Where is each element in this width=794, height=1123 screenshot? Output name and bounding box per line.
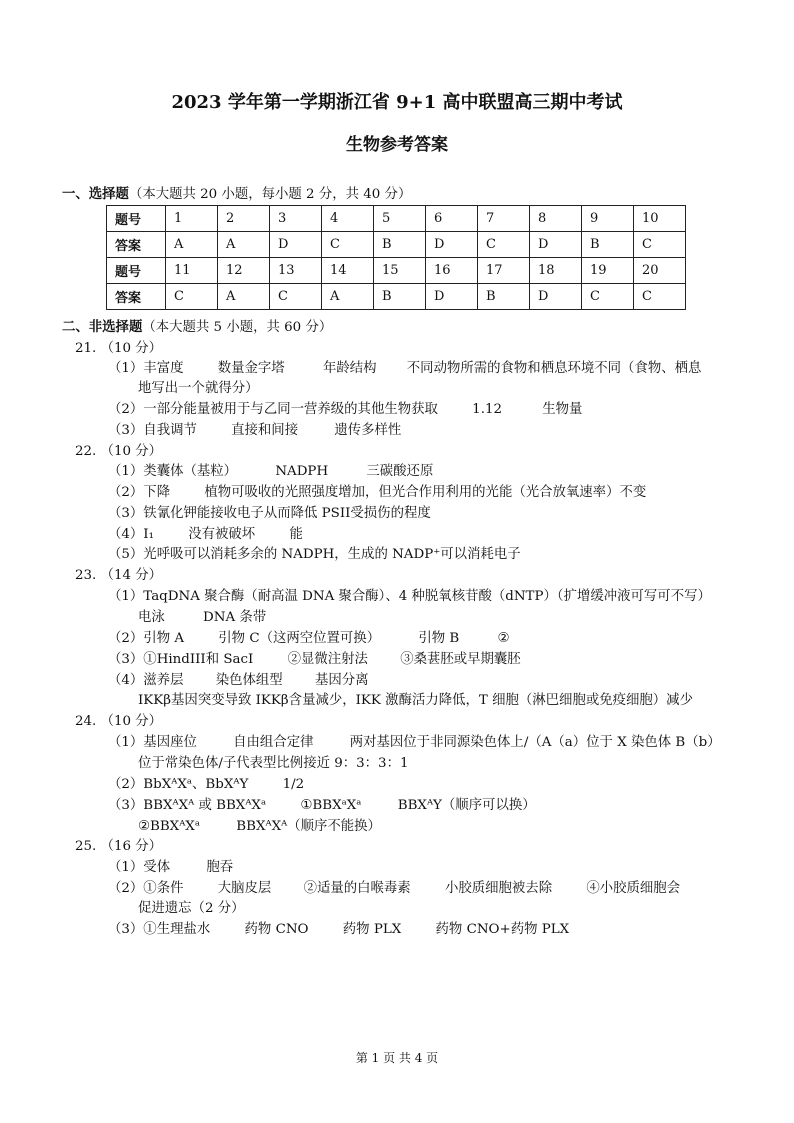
q23-p3-a2: ②显微注射法 bbox=[287, 652, 368, 667]
q23-part4 bbox=[108, 672, 369, 690]
answer-row bbox=[107, 284, 686, 310]
q23-part1: （1）TaqDNA 聚合酶（耐高温 DNA 聚合酶）、4 种脱氧核苷酸（dNTP）（扩增缓冲液可写可不写） bbox=[108, 589, 711, 604]
question-number: 3 bbox=[270, 206, 322, 232]
section2-desc: （本大题共 5 小题，共 60 分） bbox=[142, 320, 333, 335]
q25-part1 bbox=[108, 859, 233, 877]
q21-part3 bbox=[108, 422, 401, 440]
q22-p4-a2: 没有被破坏 bbox=[188, 527, 256, 542]
q23-p4-a3: 基因分离 bbox=[314, 673, 369, 688]
q22-part5: （5）光呼吸可以消耗多余的 NADPH，生成的 NADP⁺可以消耗电子 bbox=[108, 547, 521, 562]
answer-cell: B bbox=[374, 232, 426, 258]
answer-cell: C bbox=[166, 284, 218, 310]
question-number: 10 bbox=[634, 206, 686, 232]
q23-head: 23. （14 分） bbox=[75, 568, 163, 583]
question-number: 18 bbox=[530, 258, 582, 284]
q22-p1-a1: （1）类囊体（基粒） bbox=[108, 464, 238, 479]
answer-cell: C bbox=[582, 284, 634, 310]
question-number: 6 bbox=[426, 206, 478, 232]
q22-head: 22. （10 分） bbox=[75, 444, 163, 459]
q23-part1-cont bbox=[138, 609, 266, 627]
q21-p3-a2: 直接和间接 bbox=[231, 423, 299, 438]
row-label-question: 题号 bbox=[107, 258, 166, 284]
q25-p2-a3: ②适量的白喉毒素 bbox=[303, 881, 411, 896]
q23-p4-a1: （4）滋养层 bbox=[108, 673, 184, 688]
q23-p2-a4: ② bbox=[497, 631, 510, 646]
q25-p3-a1: （3）①生理盐水 bbox=[108, 922, 211, 937]
q24-p2-a2: 1/2 bbox=[282, 777, 305, 792]
answer-cell: A bbox=[218, 284, 270, 310]
answer-cell: B bbox=[582, 232, 634, 258]
q22-p4-a3: 能 bbox=[289, 527, 303, 542]
row-label-answer: 答案 bbox=[107, 284, 166, 310]
q21-p1-a4: 不同动物所需的食物和栖息环境不同（食物、栖息 bbox=[406, 361, 702, 376]
q24-p1-a1: （1）基因座位 bbox=[108, 735, 197, 750]
question-number: 16 bbox=[426, 258, 478, 284]
answer-cell: C bbox=[478, 232, 530, 258]
answer-cell: A bbox=[322, 284, 374, 310]
answer-cell: B bbox=[478, 284, 530, 310]
question-number: 11 bbox=[166, 258, 218, 284]
q23-p1b-a1: 电泳 bbox=[138, 610, 165, 625]
q21-part2 bbox=[108, 401, 582, 419]
q21-p2-a3: 生物量 bbox=[542, 402, 583, 417]
q23-part4-cont: IKKβ基因突变导致 IKKβ含量减少，IKK 激酶活力降低，T 细胞（淋巴细胞或免疫细胞）减少 bbox=[138, 693, 693, 708]
q22-p1-a3: 三碳酸还原 bbox=[366, 464, 434, 479]
q21-part1-cont: 地写出一个就得分） bbox=[138, 381, 259, 396]
question-number: 14 bbox=[322, 258, 374, 284]
answer-cell: D bbox=[426, 284, 478, 310]
q25-part2-cont: 促进遗忘（2 分） bbox=[138, 901, 245, 916]
q25-p3-a4: 药物 CNO+药物 PLX bbox=[435, 922, 570, 937]
q25-p3-a3: 药物 PLX bbox=[342, 922, 402, 937]
section1-desc: （本大题共 20 小题，每小题 2 分，共 40 分） bbox=[128, 187, 412, 202]
q25-p2-a1: （2）①条件 bbox=[108, 881, 184, 896]
question-number: 19 bbox=[582, 258, 634, 284]
q24-p2-a1: （2）BbXᴬXᵃ、BbXᴬY bbox=[108, 777, 249, 792]
q23-p3-a1: （3）①HindIII和 SacI bbox=[108, 652, 254, 667]
question-number: 1 bbox=[166, 206, 218, 232]
q24-part3-cont bbox=[138, 818, 381, 836]
answer-cell: C bbox=[270, 284, 322, 310]
exam-title: 2023 学年第一学期浙江省 9+1 高中联盟高三期中考试 bbox=[171, 92, 623, 113]
section2-label: 二、非选择题 bbox=[62, 319, 143, 335]
question-number-row bbox=[107, 206, 686, 232]
q23-p2-a1: （2）引物 A bbox=[108, 631, 185, 646]
q24-p3b-a1: ②BBXᴬXᵃ bbox=[138, 819, 201, 834]
question-number: 7 bbox=[478, 206, 530, 232]
q21-p3-a3: 遗传多样性 bbox=[334, 423, 402, 438]
q23-p2-a3: 引物 B bbox=[418, 631, 460, 646]
answer-cell: D bbox=[530, 284, 582, 310]
answer-table bbox=[106, 205, 686, 310]
q23-p1b-a2: DNA 条带 bbox=[203, 610, 267, 625]
q25-part2 bbox=[108, 880, 680, 898]
q24-part2 bbox=[108, 776, 304, 794]
q24-part1-cont: 位于常染色体/子代表型比例接近 9：3：3：1 bbox=[138, 756, 409, 771]
q24-part1 bbox=[108, 734, 721, 752]
q24-part3 bbox=[108, 797, 536, 815]
q25-p3-a2: 药物 CNO bbox=[244, 922, 309, 937]
q23-p4-a2: 染色体组型 bbox=[215, 673, 283, 688]
question-number: 2 bbox=[218, 206, 270, 232]
answer-cell: D bbox=[530, 232, 582, 258]
question-number: 4 bbox=[322, 206, 374, 232]
q24-p3b-a2: BBXᴬXᴬ（顺序不能换） bbox=[236, 819, 381, 834]
answer-cell: A bbox=[166, 232, 218, 258]
answer-cell: D bbox=[270, 232, 322, 258]
q22-part3: （3）铁氰化钾能接收电子从而降低 PSII受损伤的程度 bbox=[108, 506, 431, 521]
q25-part3 bbox=[108, 921, 569, 939]
section2-heading bbox=[62, 318, 332, 337]
q25-head: 25. （16 分） bbox=[75, 839, 163, 854]
q25-p2-a4: 小胶质细胞被去除 bbox=[444, 881, 553, 896]
q25-p1-a1: （1）受体 bbox=[108, 860, 171, 875]
q22-part4 bbox=[108, 526, 303, 544]
exam-subtitle: 生物参考答案 bbox=[346, 135, 448, 155]
q22-p4-a1: （4）I₁ bbox=[108, 527, 154, 542]
q23-part3 bbox=[108, 651, 521, 669]
q22-part2 bbox=[108, 484, 646, 502]
question-number-row bbox=[107, 258, 686, 284]
answer-row bbox=[107, 232, 686, 258]
q21-p1-a3: 年龄结构 bbox=[322, 361, 377, 376]
answer-cell: C bbox=[322, 232, 374, 258]
page-footer: 第 1 页 共 4 页 bbox=[355, 1051, 439, 1065]
question-number: 20 bbox=[634, 258, 686, 284]
q25-p2-a2: 大脑皮层 bbox=[217, 881, 272, 896]
q21-part1 bbox=[108, 360, 701, 378]
q24-head: 24. （10 分） bbox=[75, 714, 163, 729]
q24-p3-a3: BBXᴬY（顺序可以换） bbox=[397, 798, 536, 813]
answer-cell: A bbox=[218, 232, 270, 258]
q23-part2 bbox=[108, 630, 510, 648]
q22-p2-a1: （2）下降 bbox=[108, 485, 171, 500]
answer-cell: D bbox=[426, 232, 478, 258]
answer-cell: C bbox=[634, 232, 686, 258]
question-number: 8 bbox=[530, 206, 582, 232]
question-number: 12 bbox=[218, 258, 270, 284]
question-number: 5 bbox=[374, 206, 426, 232]
q22-p1-a2: NADPH bbox=[275, 464, 329, 479]
q22-p2-a2: 植物可吸收的光照强度增加，但光合作用利用的光能（光合放氧速率）不变 bbox=[204, 485, 647, 500]
question-number: 13 bbox=[270, 258, 322, 284]
q21-p1-a2: 数量金字塔 bbox=[217, 361, 285, 376]
answer-cell: B bbox=[374, 284, 426, 310]
section1-heading bbox=[62, 185, 411, 204]
row-label-question: 题号 bbox=[107, 206, 166, 232]
q24-p3-a2: ①BBXᵃXᵃ bbox=[300, 798, 362, 813]
q21-p2-a1: （2）一部分能量被用于与乙同一营养级的其他生物获取 bbox=[108, 402, 438, 417]
q24-p1-a3: 两对基因位于非同源染色体上/（A（a）位于 X 染色体 B（b） bbox=[349, 735, 721, 750]
question-number: 15 bbox=[374, 258, 426, 284]
q21-p3-a1: （3）自我调节 bbox=[108, 423, 197, 438]
q24-p3-a1: （3）BBXᴬXᴬ 或 BBXᴬXᵃ bbox=[108, 798, 267, 813]
q23-p2-a2: 引物 C（这两空位置可换） bbox=[218, 631, 381, 646]
question-number: 9 bbox=[582, 206, 634, 232]
q25-p1-a2: 胞吞 bbox=[206, 860, 234, 875]
q24-p1-a2: 自由组合定律 bbox=[233, 735, 314, 750]
q25-p2-a5: ④小胶质细胞会 bbox=[586, 881, 681, 896]
q21-p1-a1: （1）丰富度 bbox=[108, 361, 184, 376]
q23-p3-a3: ③桑葚胚或早期囊胚 bbox=[400, 652, 521, 667]
answer-cell: C bbox=[634, 284, 686, 310]
q22-part1 bbox=[108, 463, 433, 481]
q21-p2-a2: 1.12 bbox=[472, 402, 502, 417]
section1-label: 一、选择题 bbox=[62, 186, 129, 202]
row-label-answer: 答案 bbox=[107, 232, 166, 258]
question-number: 17 bbox=[478, 258, 530, 284]
q21-head: 21. （10 分） bbox=[75, 341, 163, 356]
